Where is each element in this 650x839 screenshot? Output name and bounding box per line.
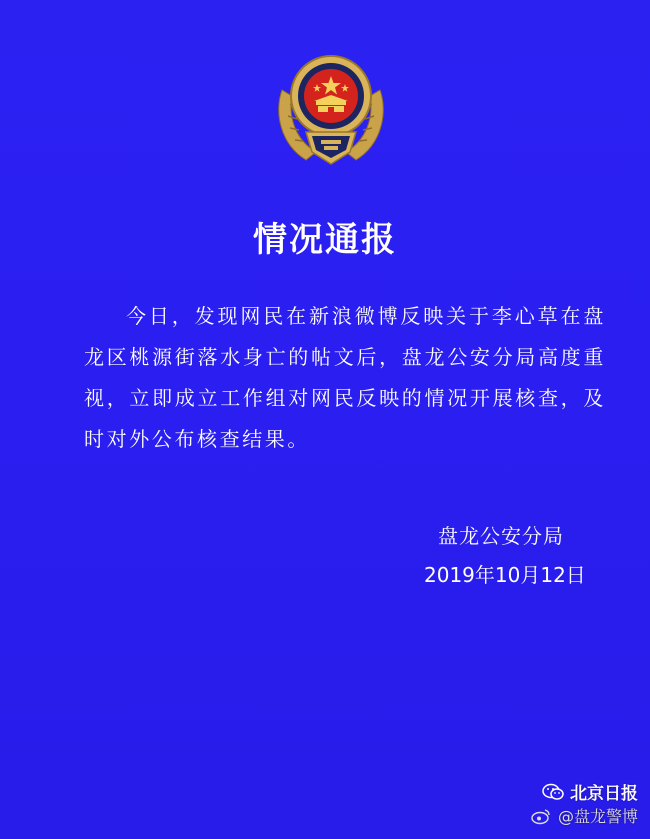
watermark-source: 北京日报	[570, 784, 638, 804]
issuer-signature: 盘龙公安分局	[438, 524, 564, 548]
weibo-icon	[530, 807, 552, 825]
notice-title: 情况通报	[253, 220, 397, 260]
police-emblem-icon	[272, 52, 390, 174]
issue-date: 2019年10月12日	[424, 563, 586, 587]
watermark-handle-line	[530, 804, 638, 827]
watermark-handle: @盘龙警博	[557, 807, 638, 826]
wechat-icon	[542, 783, 564, 801]
source-watermark	[530, 779, 638, 827]
notice-body: 今日，发现网民在新浪微博反映关于李心草在盘龙区桃源街落水身亡的帖文后，盘龙公安分局高度重视，立即成立工作组对网民反映的情况开展核查，及时对外公布核查结果。	[84, 304, 606, 451]
watermark-source-line	[530, 779, 638, 804]
